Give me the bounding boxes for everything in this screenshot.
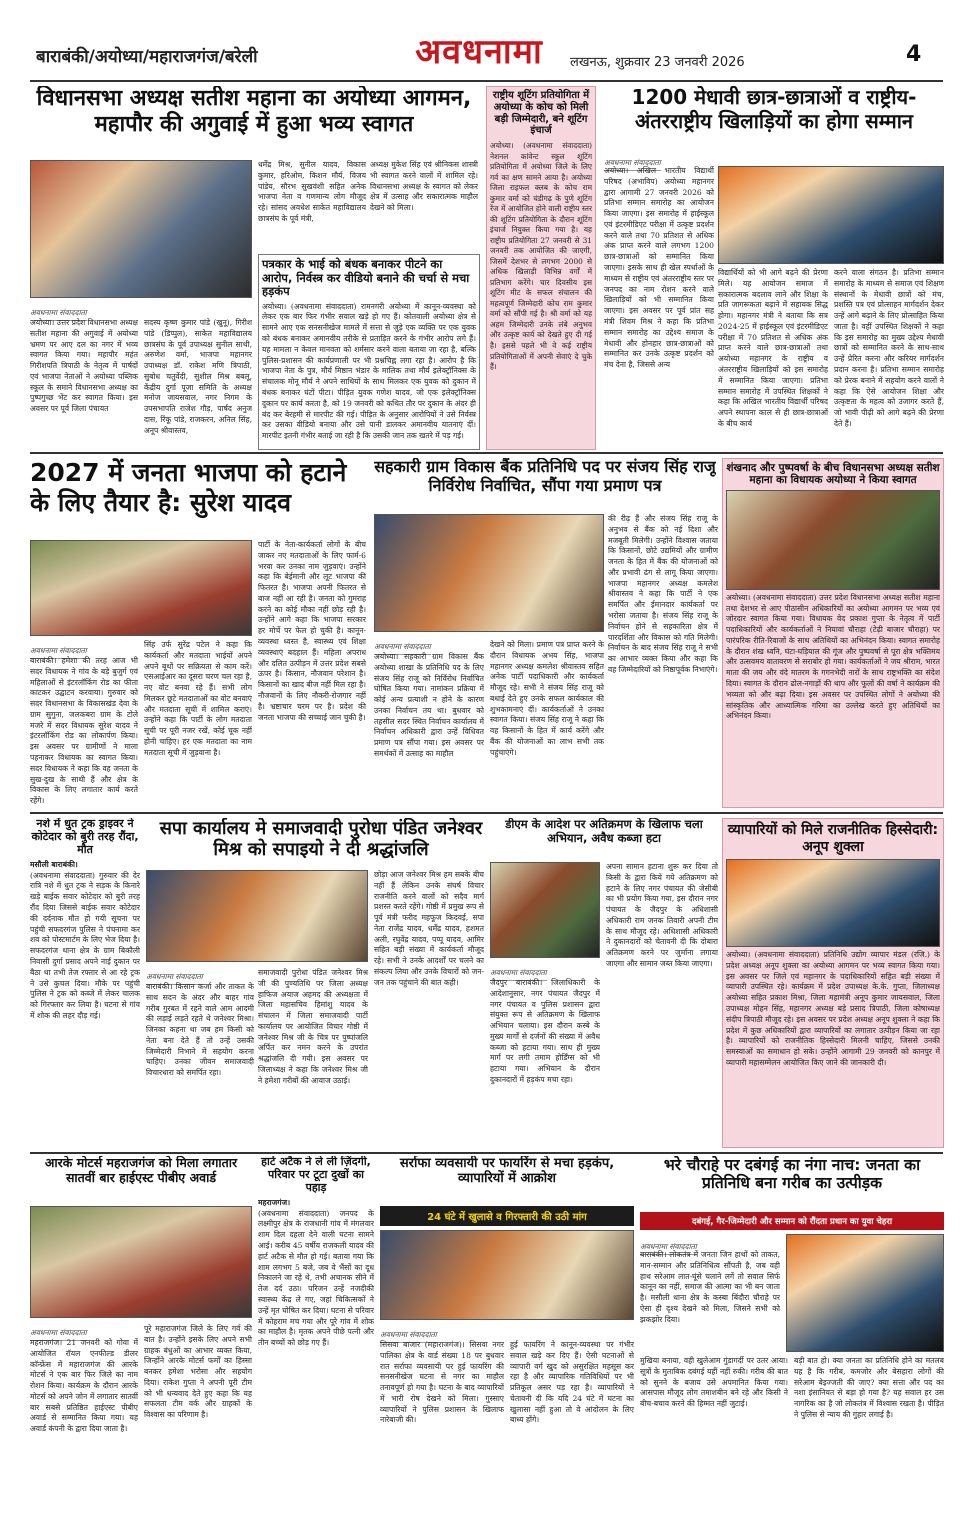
subhead: 24 घंटे में खुलासे व गिरफ्तारी की उठी मांग [427, 1212, 587, 1223]
page-number: 4 [906, 42, 922, 67]
article-body: बड़ी बात हो। क्या जनता का प्रतिनिधि होने का मतलब यह है कि गरीब, कमजोर और बेसहारा लोगों की सरेआम बेइज्जती की जाए? क्या सत्ता और पद का नशा इंसानियत से बड़ा हो गया है? यह सवाल हर उस नागरिक का है जो लोकतंत्र में विश्वास रखता है। पीड़ित ने पुलिस से न्याय की गुहार लगाई है। [794, 1356, 944, 1419]
article-suresh-yadav [30, 458, 370, 538]
article-body: सिसवा बाजार (महाराजगंज)। सिसवा नगर पालिका क्षेत्र के वार्ड संख्या 18 पर बुधवार रात सर्राफा व्यवसायी पर हुई फायरिंग की सनसनीखेज घटना से नगर का माहौल तनावपूर्ण हो गया है। घटना के बाद व्यापारियों में भारी रोष देखने को मिला। गुस्साए व्यापारियों ने पुलिस प्रशासन के खिलाफ नारेबाजी की। [380, 1340, 504, 1425]
headline: नशे में धुत ट्रक ड्राइवर ने कोटेदार को बुरी तरह रौंदा, मौत [31, 818, 139, 856]
article-journalist-brother [258, 254, 480, 450]
subhead: दबंगई, गैर-जिम्मेदारी और सम्मान को रौंदता प्रधान का युवा चेहरा [691, 1216, 893, 1227]
dateline: महराजगंज। [258, 1197, 291, 1207]
article-rk-motors [30, 1156, 252, 1206]
dateline: मसौली बाराबंकी। [30, 859, 78, 869]
article-shankhnad-welcome [722, 458, 944, 808]
photo-shankhnad-welcome [726, 490, 940, 590]
headline: राष्ट्रीय शूटिंग प्रतियोगिता में अयोध्या के कोच को मिली बड़ी जिम्मेदारी, बने शूटिंग इंचार्ज [492, 90, 590, 137]
headline: आरके मोटर्स महराजगंज को मिला लगातार सातवीं बार हाईएस्ट पीबीए अवार्ड [44, 1156, 238, 1185]
article-body: देखने को मिला। प्रमाण पत्र प्राप्त करने के दौरान विधायक अभय सिंह, भाजपा महानगर अध्यक्ष कमलेश श्रीवास्तव सहित अनेक पार्टी पदाधिकारी और कार्यकर्ता मौजूद रहे। सभी ने संजय सिंह राजू को बधाई देते हुए उनके सफल कार्यकाल की शुभकामनाएं दीं। कार्यकर्ताओं ने उनका स्वागत किया। संजय सिंह राजू ने कहा कि वह किसानों के हित में कार्य करेंगे और बैंक की योजनाओं का लाभ सभी तक पहुंचाएंगे। [490, 640, 604, 757]
section-rule [30, 452, 943, 454]
section-rule [30, 1152, 943, 1154]
photo-rk-motors [30, 1206, 252, 1318]
article-body: महराजगंज। 21 जनवरी को गोवा में आयोजित रॉयल एनफील्ड डीलर कॉन्फ्रेंस में महाराजगंज की आरके मोटर्स ने एक बार फिर जिले का नाम रोशन किया। कार्यक्रम के दौरान आरके मोटर्स को अपने जोन में लगातार सातवीं बार सबसे प्रतिष्ठित हाईएस्ट पीबीए अवार्ड से सम्मानित किया गया। यह अवार्ड कंपनी के द्वारा दिया जाता है। [30, 1338, 138, 1434]
page-header [0, 0, 975, 88]
headline: व्यापारियों को मिले राजनीतिक हिस्सेदारी: अनूप शुक्ला [727, 822, 939, 855]
article-body: बाराबंकी। हमेशा की तरह आज भी सदर विधायक ने गांव के बड़े बुजुर्ग एवं महिलाओं से इंटरलॉकिंग रोड का फीता काटकर उद्घाटन करवाया। गुरुवार को सदर विधानसभा के विकासखंड देवा के ग्राम सुगुना, जलकबरा ग्राम के टोले मजरे में सदर विधायक सुरेश यादव ने इंटरलॉकिंग रोड का लोकार्पण किया। इस अवसर पर ग्रामीणों ने माला पहनाकर विधायक का स्वागत किया। सदर विधायक ने कहा कि वह जनता के सुख-दुख के साथी हैं और क्षेत्र के विकास के लिए लगातार कार्य करते रहेंगे। [30, 656, 138, 806]
byline: अवधनामा संवाददाता [30, 638, 252, 659]
region-title: बाराबंकी/अयोध्या/महाराजगंज/बरेली [36, 47, 258, 67]
photo-encroachment-drive [490, 862, 600, 958]
article-body: पूरे महाराजगंज जिले के लिए गर्व की बात है। उन्होंने इसके लिए अपने सभी ग्राहक बंधुओं का आभार व्यक्त किया, जिन्होंने आरके मोटर्स फर्मों का हिस्सा बनकर हमेशा भरोसा और सहयोग दिया। राकेश गुप्ता ने अपनी पूरी टीम को भी धन्यवाद देते हुए कहा कि यह सफलता टीम वर्क और ग्राहकों के विश्वास का परिणाम है। [144, 1324, 252, 1420]
masthead-text: अवधनामा [415, 32, 543, 72]
article-traders-representation [722, 818, 944, 1148]
article-body: सदस्य कृष्ण कुमार पांडे (खुनू), गिरीश पांडे (डिप्पुल), साकेत महाविद्यालय छात्रसंघ के पूर्व उपाध्यक्ष सुनील साथी, अरुणेश वर्मा, भाजपा महानगर उपाध्यक्ष डॉ. राकेश मणि त्रिपाठी, सुबोध चतुर्वेदी, सुशील मिश्र बबलू, केंद्रीय दुर्गा पूजा समिति के अध्यक्ष मनोज जायसवाल, नगर निगम के उपसभापति राजेश गौड़, पार्षद अनुज दास, रिंकू पांडे, राजकरन, अनिल सिंह, अनूप श्रीवास्तव, [144, 318, 252, 435]
article-body: अयोध्या। सहकारी ग्राम विकास बैंक अयोध्या शाखा के प्रतिनिधि पद के लिए संजय सिंह राजू को निर्विरोध निर्वाचित घोषित किया गया। नामांकन प्रक्रिया में कोई अन्य प्रत्याशी न होने के कारण उनका निर्वाचन तय था। बुधवार को तहसील सदर स्थित निर्वाचन कार्यालय में निर्वाचन अधिकारी द्वारा उन्हें विधिवत प्रमाण पत्र सौंपा गया। इस अवसर पर समर्थकों में उत्साह का माहौल [374, 652, 484, 759]
article-body: समाजवादी पुरोधा पंडित जनेश्वर मिश्र जी की पुण्यतिथि पर जिला अध्यक्ष हाफिज अयाज अहमद की अध्यक्षता में जिला महासचिव हिमांशु यादव के संचालन में जिला समाजवादी पार्टी कार्यालय पर आयोजित विचार गोष्ठी में जनेश्वर मिश्र जी के चित्र पर पुष्पांजलि अर्पित कर नमन करने के उपरांत श्रद्धांजलि दी गयी। इस अवसर पर जिलाध्यक्ष ने कहा कि जनेश्वर मिश्र जी ने हमेशा गरीबों की आवाज उठाई। [258, 968, 368, 1085]
headline: डीएम के आदेश पर अतिक्रमण के खिलाफ चला अभियान, अवैध कब्जा हटा [505, 818, 703, 845]
byline: अवधनामा संवाददाता [380, 1322, 634, 1343]
article-body: अयोध्या। (अवधनामा संवाददाता) रामनगरी अयोध्या में कानून-व्यवस्था को लेकर एक बार फिर गंभीर सवाल खड़े हो गए हैं। कोतवाली अयोध्या क्षेत्र से सामने आए एक सनसनीखेज मामले में सत्ता से जुड़े एक व्यक्ति पर एक युवक को बंधक बनाकर अमानवीय तरीके से प्रताड़ित करने के गंभीर आरोप लगे हैं। यह मामला न केवल मानवता को शर्मसार करने वाला बताया जा रहा है, बल्कि पुलिस-प्रशासन की कार्यप्रणाली पर भी प्रश्नचिह्न लगा रहा है। आरोप है कि भाजपा नेता के पुत्र, मौर्य मिष्ठान भंडार के मालिक तथा मौर्य इलेक्ट्रॉनिक्स के संचालक मोनू मौर्य ने अपने साथियों के साथ मिलकर एक युवक को दुकान में बंधक बनाकर घंटों पीटा। पीड़ित युवक गणेश यादव, जो एक इलेक्ट्रॉनिक्स दुकान पर कार्य करता है, को 19 जनवरी को कथित तौर पर दुकान के अंदर ही बंद कर बेरहमी से मारपीट की गई। पीड़ित के अनुसार आरोपियों ने उसे निर्वस्त्र कर उसका वीडियो बनाया और उसे पानी डालकर अमानवीय यातनाएं दीं। मारपीट इतनी गंभीर बताई जा रही है कि उसकी जान तक खतरे में पड़ गई। [262, 301, 476, 441]
header-rule [30, 80, 943, 82]
article-jeweller-firing [380, 1156, 634, 1206]
photo-talent-felicitation [718, 166, 944, 264]
article-talent-felicitation [604, 86, 944, 156]
headline: सहकारी ग्राम विकास बैंक प्रतिनिधि पद पर संजय सिंह राजू निर्विरोध निर्वाचित, सौंपा गया प्रमाण पत्र [374, 458, 716, 495]
article-body: धर्मेंद्र मिश्र, सुनील यादव, विकास कुमार, हरिओम, किशन मौर्य, विजय पांडेय, सौरभ सुखवंशी सहित अनेक भाजपा नेता व गणमान्य लोग मौजूद रहे। सांसद अवधेश साकेत महाविद्यालय छात्रसंघ के पूर्व मंत्री, [258, 160, 366, 223]
subhead-bar [380, 1206, 634, 1226]
article-body: सिंह उर्फ सुरेंद्र पटेल ने कहा कि कार्यकर्ता और मतदाता भाईयों अपने अपने बूथों पर सक्रियता से काम करें। एसआईआर का दूसरा चरण चल रहा है, नए वोट बनवा रहे हैं। सभी लोग मिलकर छूटे मतदाताओं का वोट बनवाएं और मतदाता सूची में शामिल कराएं। उन्होंने कहा कि पार्टी के लोग मतदाता सूची पर पूरी नजर रखें, कोई चूक नहीं होनी चाहिए। हर एक मतदाता का नाम मतदाता सूची में जुड़वाना है। [144, 640, 252, 757]
byline: अवधनामा संवाददाता [30, 1320, 252, 1341]
byline: अवधनामा संवाददाता [146, 964, 368, 985]
photo-jeweller-firing [380, 1230, 634, 1320]
byline: अवधनामा संवाददाता [490, 960, 600, 981]
article-shooting-incharge [486, 86, 596, 450]
article-body: अध्यक्ष मुकेश सिंह एवं श्रीनिकस शास्त्री भी स्वागत करने वालों में शामिल रहे। विधानसभा अध्यक्ष के स्वागत को लेकर क्षेत्र में उत्साह और सकारात्मक माहौल देखने को मिला। [370, 160, 478, 213]
photo-pradhan-illustration [786, 1234, 944, 1352]
article-body: विद्यार्थियों को भी आगे बढ़ने की प्रेरणा मिले। यह आयोजन समाज में सकारात्मक बदलाव लाने और शिक्षा के प्रति जागरूकता बढ़ाने में सहायक सिद्ध होगा। महानगर मंत्री ने बताया कि सत्र 2024-25 में हाईस्कूल एवं इंटरमीडिएट परीक्षा में 70 प्रतिशत से अधिक अंक प्राप्त करने वाले छात्र-छात्राओं तथा अयोध्या महानगर के राष्ट्रीय व अंतरराष्ट्रीय खिलाड़ियों को इस समारोह में सम्मानित किया जाएगा। प्रतिभा सम्मान समारोह में उपस्थित शिक्षकों ने कहा कि अखिल भारतीय विद्यार्थी परिषद अपने स्थापना काल से ही छात्र-छात्राओं के बीच कार्य [718, 268, 828, 428]
article-body: छोड़ा आज जनेश्वर मिश्र हम सबके बीच नहीं हैं लेकिन उनके संघर्ष विचार राजनीति करने वालों को सदैव मार्ग प्रशस्त करते रहेंगे। गोष्ठी में प्रमुख रूप से पूर्व मंत्री फरीद महफूज किदवई, सपा नेता राजेंद्र यादव, धर्मेंद्र यादव, हशमत अली, रघुवेंद्र यादव, पप्पू यादव, आमिर सहित बड़ी संख्या में कार्यकर्ता मौजूद रहे। सभी ने उनके आदर्शों पर चलने का संकल्प लिया और उनके विचारों को जन-जन तक पहुंचाने की बात कही। [374, 870, 484, 987]
headline: विधानसभा अध्यक्ष सतीश महाना का अयोध्या आगमन, महापौर की अगुवाई में हुआ भव्य स्वागत [36, 86, 472, 137]
article-body: की रीढ़ हैं और संजय सिंह राजू के अनुभव से बैंक को नई दिशा और मजबूती मिलेगी। उन्होंने विश्वास जताया कि किसानों, छोटे उद्यमियों और ग्रामीण जनता के हित में बैंक की योजनाओं को और प्रभावी ढंग से लागू किया जाएगा। भाजपा महानगर अध्यक्ष कमलेश श्रीवास्तव ने कहा कि पार्टी ने एक समर्पित और ईमानदार कार्यकर्ता पर भरोसा जताया है। संजय सिंह राजू के निर्वाचन होने से सहकारिता क्षेत्र में पारदर्शिता और विकास को गति मिलेगी। निर्वाचन के बाद संजय सिंह राजू ने सभी का आभार व्यक्त किया और कहा कि वह जिम्मेदारियों को निष्ठापूर्वक निभाएंगे। [608, 514, 718, 674]
article-heart-attack [258, 1156, 374, 1512]
subhead-bar [640, 1212, 944, 1230]
article-body: करने वाला संगठन है। प्रतिभा सम्मान समारोह के माध्यम से समाज एवं शिक्षण संस्थानों के मेधावी छात्रों को मंच, प्रशस्ति पत्र एवं प्रोत्साहन मार्गदर्शन देकर उन्हें आगे बढ़ाने के लिए प्रोत्साहित किया जाता है। वहीं उपस्थित शिक्षकों ने कहा कि इस समारोह का मुख्य उद्देश्य मेधावी छात्रों को सम्मानित करने के साथ-साथ उन्हें प्रेरित करना और करियर मार्गदर्शन प्रदान करना है। प्रतिभा सम्मान समारोह को प्रेरक बनाने में सहयोग करने वालों ने कहा कि ऐसे आयोजन शिक्षा और उत्कृष्टता के महत्व को उजागर करते हैं, जो भावी पीढ़ी को आगे बढ़ने की प्रेरणा देते हैं। [834, 268, 944, 428]
headline: हार्ट अटैक ने ले ली ज़िंदगी, परिवार पर टूटा दुखों का पहाड़ [261, 1156, 371, 1194]
article-body: अयोध्या। (अवधनामा संवाददाता) उत्तर प्रदेश विधानसभा अध्यक्ष सतीश महाना तथा देशभर से आए पीठासीन अधिकारियों का अयोध्या आगमन पर भव्य एवं जोरदार स्वागत किया गया। विधायक वेद प्रकाश गुप्ता के नेतृत्व में पार्टी पदाधिकारियों और कार्यकर्ताओं ने नियावां चौराहा (टेढ़ी बाजार चौराहा) पर पारंपरिक रीति-रिवाजों के साथ अतिथियों का अभिनंदन किया। स्वागत समारोह के दौरान शंख ध्वनि, घंटा-घड़ियाल की गूंज और पुष्पवर्षा से पूरा क्षेत्र भक्तिमय और उत्सवमय वातावरण से सराबोर हो गया। कार्यकर्ताओं ने जय श्रीराम, भारत माता की जय और वंदे मातरम के गगनभेदी नारों के साथ राष्ट्रभक्ति का संदेश दिया। स्वागत के दौरान ढोल-नगाड़ों की थाप और फूलों की वर्षा ने कार्यक्रम की भव्यता को और बढ़ा दिया। इस अवसर पर उपस्थित लोगों ने अयोध्या की सांस्कृतिक और आध्यात्मिक गरिमा का उल्लेख करते हुए अतिथियों का अभिनंदन किया। [726, 592, 940, 721]
photo-traders [726, 859, 940, 947]
article-body: बाराबंकी। लोकतंत्र में जनता जिन हाथों को ताकत, मान-सम्मान और प्रतिनिधित्व सौंपती है, जब वही हाथ सरेआम लात-घूंसे चलाने लगें तो सवाल सिर्फ कानून का नहीं, समाज की आत्मा का भी बन जाता है। मसौली थाना क्षेत्र के कस्बा बिंदौरा चौराहे पर ऐसा ही दृश्य देखने को मिला, जिसने सभी को झकझोर दिया। [640, 1250, 780, 1324]
photo-suresh-yadav [30, 540, 252, 636]
headline: 2027 में जनता भाजपा को हटाने के लिए तैयार है: सुरेश यादव [30, 458, 347, 517]
byline: अवधनामा संवाददाता [640, 1234, 780, 1255]
article-body: अयोध्या। (अवधनामा संवाददाता) नेशनल कांवेन्ट स्कूल शूटिंग प्रतियोगिता में अयोध्या जिले के लिए गर्व का क्षण सामने आया है। अयोध्या जिला राइफल क्लब के कोच राम कुमार वर्मा को चंडीगढ़ के पुणे शूटिंग रेंज में आयोजित होने वाली राष्ट्रीय स्तर की शूटिंग प्रतियोगिता के दौरान शूटिंग इंचार्ज नियुक्त किया गया है। यह राष्ट्रीय प्रतियोगिता 27 जनवरी से 31 जनवरी तक आयोजित की जाएगी, जिसमें देशभर से लगभग 2000 से अधिक खिलाड़ी विभिन्न वर्गों में प्रतिभाग करेंगे। चार दिवसीय इस शूटिंग मीट के सफल संचालन की महत्वपूर्ण जिम्मेदारी कोच राम कुमार वर्मा को सौंपी गई है। श्री वर्मा को यह अहम जिम्मेदारी उनके लंबे अनुभव और उत्कृष्ट कार्य को देखते हुए दी गई है। इससे पहले भी वे कई राष्ट्रीय प्रतियोगिताओं में अपनी सेवाएं दे चुके हैं। [490, 141, 592, 372]
headline: शंखनाद और पुष्पवर्षा के बीच विधानसभा अध्यक्ष सतीश महाना का विधायक अयोध्या ने किया स्वागत [726, 462, 940, 487]
section-rule [30, 812, 943, 814]
article-truck-accident [30, 818, 140, 1148]
article-body: जैदपुर बाराबंकी। जिलाधिकारी के आदेशानुसार, नगर पंचायत जैदपुर में नगर पंचायत व पुलिस प्रशासन द्वारा संयुक्त रूप से अतिक्रमण के खिलाफ अभियान चलाया। इस दौरान कस्बे के मुख्य मार्गों से दर्जनों की संख्या में अवैध कब्जा को हटाया गया। साथ ही मुख्य मार्ग पर लगी तमाम होर्डिंग्स को भी हटाया गया। अभियान के दौरान दुकानदारों में हड़कंप मचा रहा। [490, 978, 600, 1085]
article-body: (अवधनामा संवाददाता) गुरुवार की देर रात्रि नशे में धुत ट्रक ने सड़क के किनारे खड़े बाईक सवार कोटेदार को बुरी तरह रौंद दिया जिससे बाईक सवार कोटेदार की दर्दनाक मौत हो गयी सूचना पर पहुंची सफदरगंज पुलिस ने पंचनामा कर शव को पोस्टमार्टम के लिए भेज दिया है। सफदरगंज थाना क्षेत्र के ग्राम बिकौली निवासी दुर्गा प्रसाद अपने नाई दुकान पर बैठा था तभी तेज रफ्तार से आ रहे ट्रक ने उसे कुचल दिया। मौके पर पहुंची पुलिस ने ट्रक को कब्जे में लेकर चालक को गिरफ्तार कर लिया है। घटना से गांव में शोक की लहर दौड़ गई। [30, 870, 140, 1020]
photo-mahana-welcome [30, 160, 252, 298]
article-pradhan-bullying [640, 1156, 944, 1210]
headline: भरे चौराहे पर दबंगई का नंगा नाच: जनता का प्रतिनिधि बना गरीब का उत्पीड़क [663, 1156, 921, 1193]
article-body: (अवधनामा संवाददाता) जनपद के लक्ष्मीपुर क्षेत्र के राजधानी गांव में मंगलवार शाम दिल दहला देने वाली घटना सामने आई। करीब 45 वर्षीय राजकली यादव की हार्ट अटैक से मौत हो गई। बताया गया कि शाम लगभग 5 बजे, जब वे भैंसों का दूध निकालने जा रहे थे, तभी अचानक सीने में तेज दर्द उठा। परिजन उन्हें नजदीकी स्वास्थ्य केंद्र ले गए, जहां चिकित्सकों ने उन्हें मृत घोषित कर दिया। घटना से परिवार में कोहराम मच गया और पूरे गांव में शोक का माहौल है। मृतक अपने पीछे पत्नी और तीन बच्चों को छोड़ गए हैं। [258, 1208, 374, 1348]
issue-date: लखनऊ, शुक्रवार 23 जनवरी 2026 [570, 55, 745, 70]
article-body: मुखिया बनाया, वही खुलेआम गुंडागर्दी पर उतर आया। सूत्रों के मुताबिक दबंगई यहीं नहीं रुकी। गरीब की बात को सुनने के बजाय उसे अपमानित किया गया। आसपास मौजूद लोग तमाशबीन बने रहे और किसी ने बीच-बचाव करने की हिम्मत नहीं जुटाई। [640, 1356, 788, 1409]
byline: अवधनामा संवाददाता [604, 150, 944, 171]
article-body: पार्टी के नेता-कार्यकर्ता लोगों के बीच जाकर नए मतदाताओं के लिए फार्म-6 भरवा कर उनका नाम जुड़वाएं। उन्होंने कहा कि बेईमानी और लूट भाजपा की फितरत है। भाजपा अपनी फितरत से बाज नहीं आ रही है। जनता को गुमराह करने का कोई मौका नहीं छोड़ रही है। उन्होंने आगे कहा कि भाजपा सरकार हर मोर्चे पर फेल हो चुकी है। कानून-व्यवस्था ध्वस्त है, स्वास्थ्य एवं शिक्षा व्यवस्थाएं बदहाल हैं। महिला अपराध और दलित उत्पीड़न में उत्तर प्रदेश सबसे ऊपर है। किसान, नौजवान परेशान है। किसानों का खाद बीज नहीं मिल रहा है। नौजवानों के लिए नौकरी-रोजगार नहीं है। भ्रष्टाचार चरम पर है। प्रदेश की जनता भाजपा की सच्चाई जान चुकी है। [258, 540, 366, 722]
headline: सर्राफा व्यवसायी पर फायरिंग से मचा हड़कंप, व्यापारियों में आक्रोश [399, 1156, 615, 1187]
article-body: बाराबंकी। किसान कर्जा और ताकत के साथ सदन के अंदर और बाहर गांव गरीब गुरबत में रहने वाले आम आदमी की लड़ाई लड़ते रहते थे जनेश्वर मिश्रा। जिनका कहना था जब हम किसी को नेता बना देते हैं तो उन्हें उसकी जिम्मेदारी निभाने में सहयोग करना चाहिए। उनका जीवन समाजवादी विचारधारा को समर्पित रहा। [146, 982, 254, 1078]
article-body: अयोध्या। अखिल भारतीय विद्यार्थी परिषद (अभाविप) अयोध्या महानगर द्वारा आगामी 27 जनवरी 2026 को प्रतिभा सम्मान समारोह का आयोजन किया जाएगा। इस समारोह में हाईस्कूल एवं इंटरमीडिएट परीक्षा में उत्कृष्ट प्रदर्शन करने वाले तथा 70 प्रतिशत से अधिक अंक प्राप्त करने वाले लगभग 1200 छात्र-छात्राओं को सम्मानित किया जाएगा। इसके साथ ही खेल स्पर्धाओं के माध्यम से राष्ट्रीय एवं अंतरराष्ट्रीय स्तर पर जनपद का नाम रोशन करने वाले खिलाड़ियों को भी सम्मानित किया जाएगा। इस अवसर पर पूर्व प्रांत सह मंत्री शिवम मिश्र ने कहा कि प्रतिभा सम्मान समारोह का उद्देश्य समाज के मेधावी और होनहार छात्र-छात्राओं को सम्मानित कर उनके उत्कृष्ट प्रदर्शन को मंच देना है, जिससे अन्य [604, 166, 714, 370]
article-body: हुई फायरिंग ने कानून-व्यवस्था पर गंभीर सवाल खड़े कर दिए हैं। ऐसी घटनाओं से व्यापारी वर्ग खुद को असुरक्षित महसूस कर रहा है और व्यापारिक गतिविधियों पर भी प्रतिकूल असर पड़ रहा है। व्यापारियों ने चेतावनी दी कि यदि 24 घंटे में घटना का खुलासा नहीं हुआ तो वे आंदोलन के लिए बाध्य होंगे। [510, 1340, 634, 1425]
article-body: अयोध्या। (अवधनामा संवाददाता) प्रतिनिधि उद्योग व्यापार मंडल (रजि.) के प्रदेश अध्यक्ष अनूप शुक्ला का अयोध्या आगमन पर भव्य स्वागत किया गया। इस अवसर पर जिले एवं महानगर के पदाधिकारियों सहित बड़ी संख्या में व्यापारी उपस्थित रहे। कार्यक्रम में प्रदेश उपाध्यक्ष के.के. गुप्ता, जिलाध्यक्ष अयोध्या सहित प्रकाश मिश्रा, जिला महामंत्री अनूप कुमार जायसवाल, जिला उपाध्यक्ष मोहन सिंह, महानगर अध्यक्ष बड़े प्रसाद त्रिपाठी, जिला कोषाध्यक्ष संदीप त्रिपाठी मौजूद रहे। इस अवसर पर प्रदेश अध्यक्ष अनूप शुक्ला ने कहा कि प्रदेश में कुछ अधिकारियों द्वारा व्यापारियों का लगातार उत्पीड़न किया जा रहा है। व्यापारियों को राजनीतिक हिस्सेदारी मिलनी चाहिए, जिससे उनकी समस्याओं का समाधान हो सके। उन्होंने आगामी 29 जनवरी को कानपुर में व्यापारी महासम्मेलन आयोजित किए जाने की जानकारी दी। [726, 950, 940, 1067]
article-body: अयोध्या। उत्तर प्रदेश विधानसभा अध्यक्ष सतीश महाना की अगुवाई में अयोध्या भ्रमण पर आए दल का नगर में भव्य स्वागत किया गया। महापौर महंत गिरीशपति त्रिपाठी के नेतृत्व में पार्षदों एवं भाजपा नेताओं ने अयोध्या पब्लिक स्कूल के समाने विधानसभा अध्यक्ष का पुष्पगुच्छ भेंट कर स्वागत किया। इस अवसर पर पूर्व जिला पंचायत [30, 318, 138, 414]
photo-janeshwar-tribute [146, 870, 368, 962]
masthead-logo [384, 26, 574, 74]
headline: 1200 मेधावी छात्र-छात्राओं व राष्ट्रीय-अंतरराष्ट्रीय खिलाड़ियों का होगा सम्मान [631, 86, 917, 133]
headline: पत्रकार के भाई को बंधक बनाकर पीटने का आरोप, निर्वस्त्र कर वीडियो बनाने की चर्चा से मचा हड़कंप [262, 257, 470, 299]
article-body: अपना सामान हटाना शुरू कर दिया तो किसी के द्वारा किये गये अतिक्रमण को हटाने के लिए नगर पंचायत की जेसीबी का भी प्रयोग किया गया, इस दौरान नगर पंचायत के जैदपुर के अधिशासी अधिकारी राम जनक तिवारी अपनी टीम के साथ मौजूद रहे। अधिशासी अधिकारी ने दुकानदारों को चेतावनी दी कि दोबारा अतिक्रमण करने पर जुर्माना लगाया जाएगा और सामान जब्त किया जाएगा। [606, 862, 718, 969]
byline: अवधनामा संवाददाता [374, 634, 604, 655]
headline: सपा कार्यालय मे समाजवादी पुरोधा पंडित जनेश्वर मिश्र को सपाइयो ने दी श्रद्धांजलि [159, 818, 483, 861]
photo-sanjay-singh [374, 514, 604, 632]
article-sanjay-singh [374, 458, 716, 518]
byline: अवधनामा संवाददाता [30, 300, 252, 321]
